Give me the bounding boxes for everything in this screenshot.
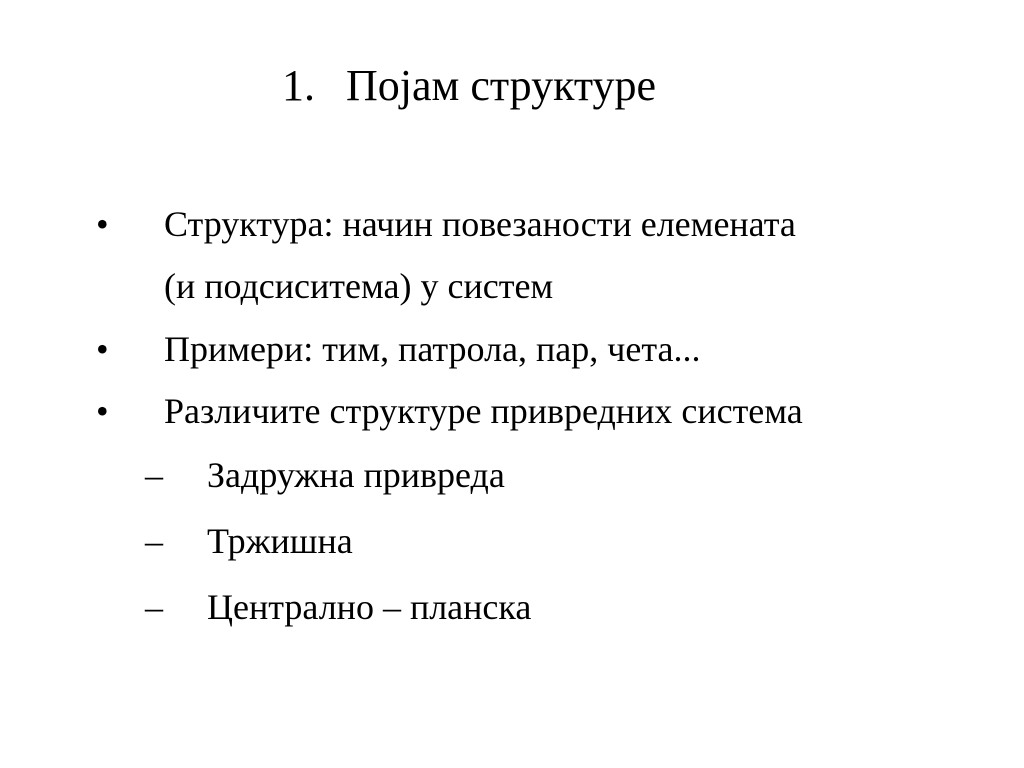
title-number: 1. <box>282 61 315 110</box>
bullet-text: Примери: тим, патрола, пар, чета... <box>164 329 701 369</box>
bullet-text <box>164 193 796 317</box>
dash-marker: – <box>145 455 163 495</box>
dash-marker: – <box>145 521 163 561</box>
bullet-marker: • <box>96 204 109 244</box>
bullet-text-line-1: Структура: начин повезаности елемената <box>164 204 796 244</box>
bullet-text-line-2: (и подсиситема) у систем <box>164 266 554 306</box>
bullet-text: Различите структуре привредних система <box>164 391 803 431</box>
dash-marker: – <box>145 587 163 627</box>
title-text: Појам структуре <box>346 61 657 110</box>
bullet-marker: • <box>96 391 109 431</box>
subbullet-text: Тржишна <box>207 521 353 561</box>
subbullet-text: Централно – планска <box>207 587 532 627</box>
slide-title <box>282 56 656 116</box>
subbullet-text: Задружна привреда <box>207 455 505 495</box>
bullet-marker: • <box>96 329 109 369</box>
